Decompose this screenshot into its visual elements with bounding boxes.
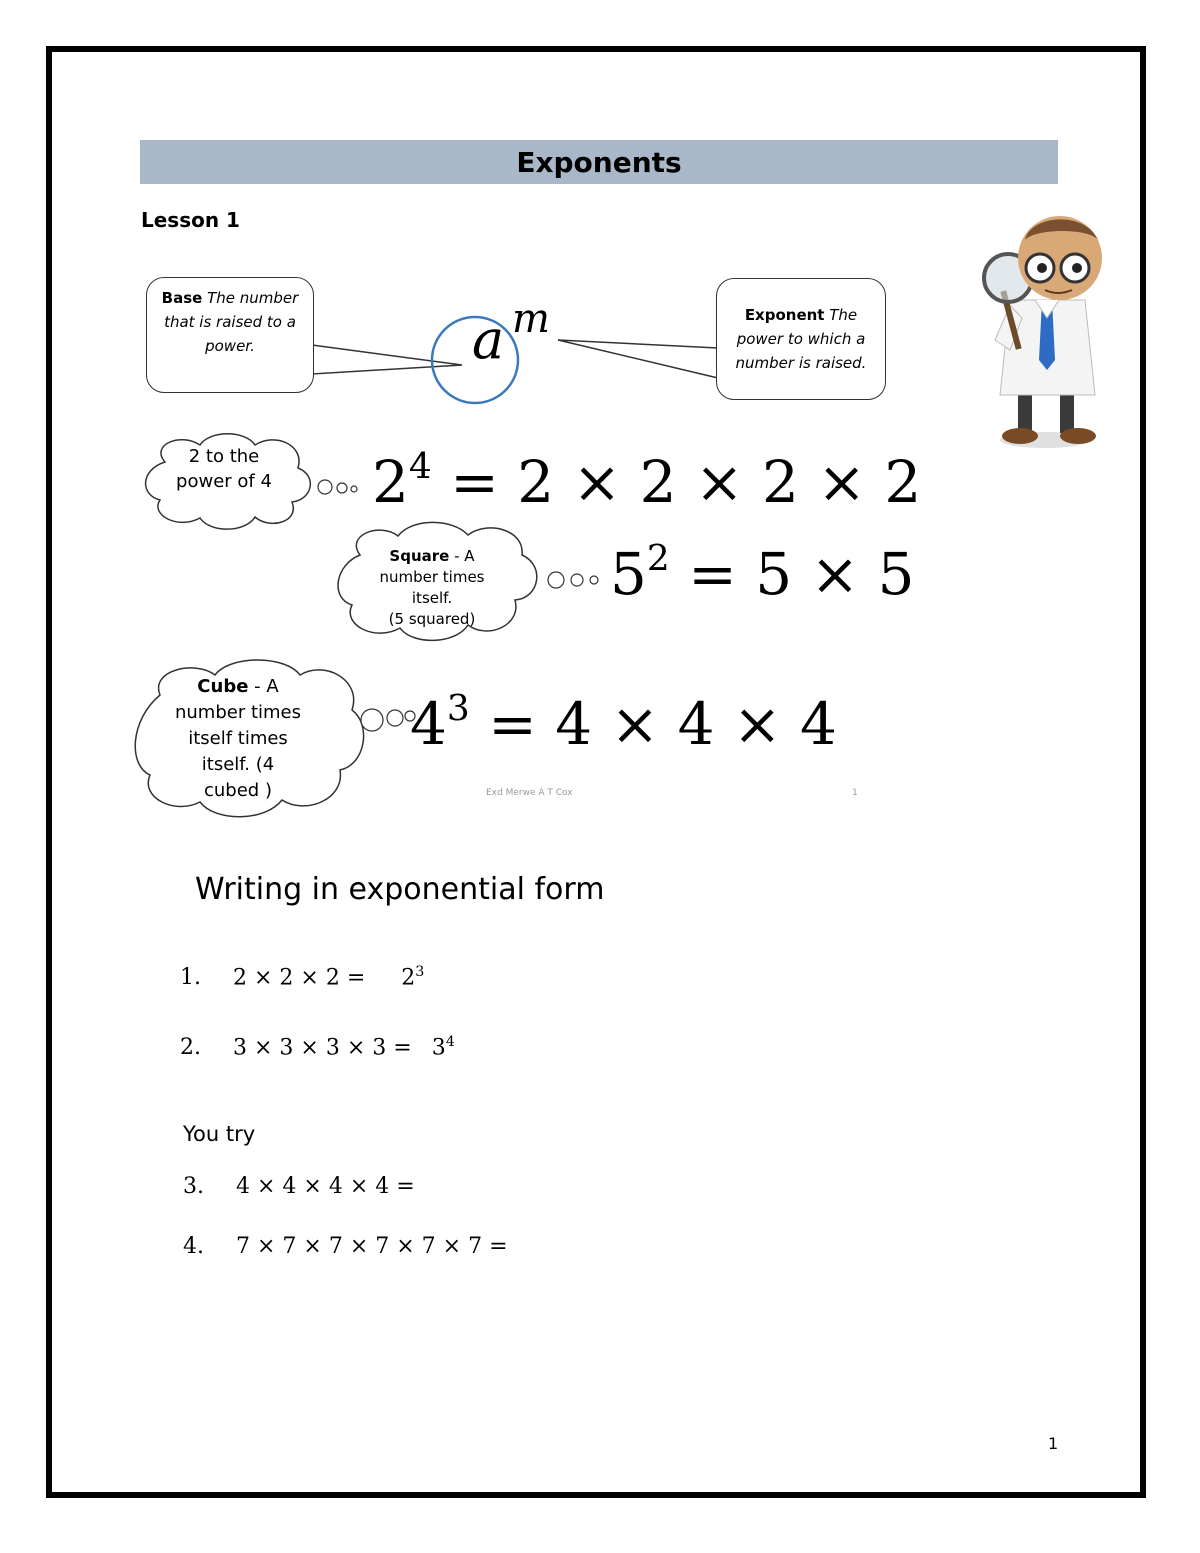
practice-item-4 [183, 1234, 508, 1259]
equation-1 [372, 448, 921, 516]
worked-item-2-number: 2. [180, 1035, 201, 1061]
equation-2-expansion: = 5 × 5 [688, 540, 915, 608]
cloud-3-term: Cube [197, 676, 249, 697]
equation-3-base: 4 [410, 690, 447, 758]
practice-item-3-expression: 4 × 4 × 4 × 4 = [236, 1174, 415, 1199]
practice-item-4-number: 4. [183, 1234, 204, 1259]
you-try-label: You try [183, 1122, 256, 1146]
cloud-3-text: Cube - A number times itself times itself. (4 cubed ) [174, 676, 302, 801]
worked-item-2 [180, 1034, 455, 1060]
cloud-1-text: 2 to the power of 4 [176, 446, 272, 492]
base-definition: The number that is raised to a power. [164, 289, 299, 355]
equation-1-expansion: = 2 × 2 × 2 × 2 [450, 448, 922, 516]
cloud-2-note: (5 squared) [388, 610, 476, 628]
practice-item-3-number: 3. [183, 1174, 204, 1199]
practice-item-4-expression: 7 × 7 × 7 × 7 × 7 × 7 = [236, 1234, 508, 1259]
exponent-callout-pointer [558, 340, 718, 378]
worked-item-1-base: 2 [401, 965, 416, 991]
formula-base: a [472, 308, 505, 371]
equation-3-power: 3 [446, 688, 470, 730]
page-title: Exponents [516, 145, 682, 179]
base-callout-pointer [312, 345, 462, 374]
equation-3 [410, 690, 837, 758]
equation-1-power: 4 [408, 446, 432, 488]
lesson-label: Lesson 1 [141, 208, 240, 232]
worked-item-2-expression: 3 × 3 × 3 × 3 = [233, 1035, 412, 1061]
equation-2-base: 5 [610, 540, 647, 608]
base-term: Base [161, 289, 203, 307]
equation-2-power: 2 [646, 538, 670, 580]
exponent-definition: The power to which a number is raised. [735, 306, 867, 372]
equation-1-base: 2 [372, 448, 409, 516]
formula-exponent: m [512, 296, 550, 342]
equation-2 [610, 540, 915, 608]
base-callout [146, 277, 314, 393]
cloud-2-term: Square [389, 547, 450, 565]
worked-item-1-expression: 2 × 2 × 2 = [233, 965, 366, 991]
footer-note-left: Exd Merwe A T Cox [486, 788, 573, 798]
worked-item-1 [180, 964, 424, 990]
cloud-2-text: Square - A number times itself. (5 squared) [379, 547, 485, 628]
detective-scientist-illustration [984, 216, 1102, 448]
equation-3-expansion: = 4 × 4 × 4 [488, 690, 837, 758]
footer-note-right: 1 [852, 788, 858, 798]
worked-item-2-power: 4 [445, 1034, 455, 1050]
exponent-callout [716, 278, 886, 400]
practice-item-3 [183, 1174, 415, 1199]
exponent-term: Exponent [744, 306, 825, 324]
page-number: 1 [1048, 1434, 1059, 1453]
worked-item-1-power: 3 [415, 964, 425, 980]
worked-item-2-base: 3 [431, 1035, 446, 1061]
section-heading: Writing in exponential form [195, 872, 605, 907]
worked-item-1-number: 1. [180, 965, 201, 991]
